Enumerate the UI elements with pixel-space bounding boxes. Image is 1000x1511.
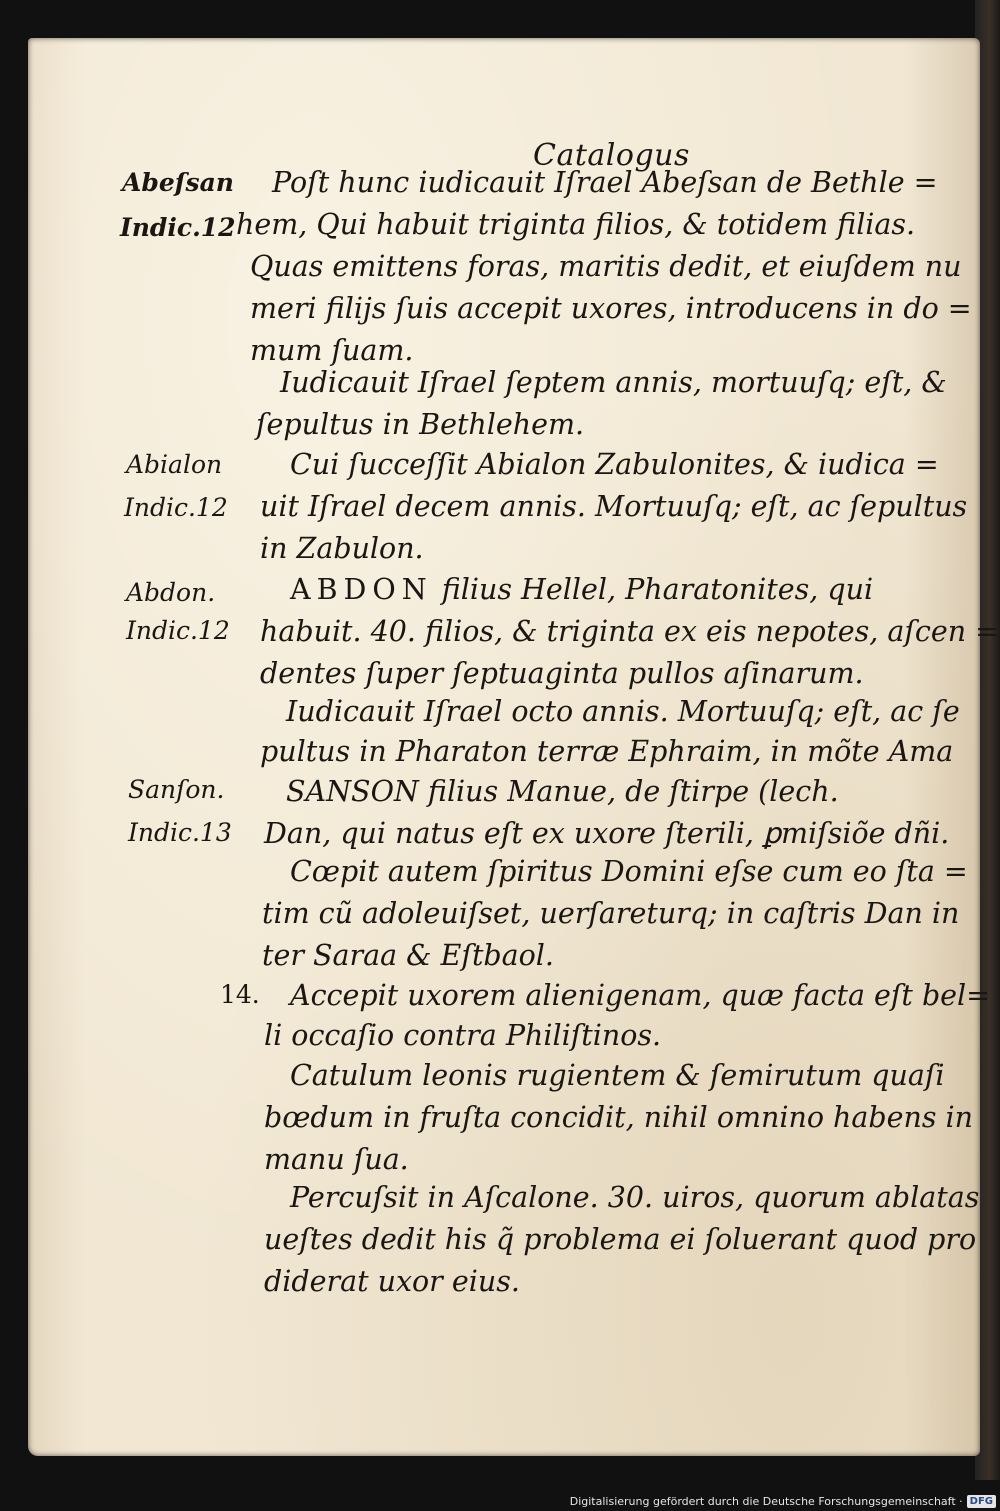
margin-note-abdon: Abdon.: [126, 578, 216, 607]
text-line-rest: filius Hellel, Pharatonites, qui: [441, 573, 874, 606]
text-line: manu ſua.: [264, 1143, 409, 1176]
text-line: ſepultus in Bethlehem.: [256, 408, 585, 441]
caps-name: ABDON: [290, 573, 433, 606]
text-line: bœdum in fruſta concidit, nihil omnino habens in: [264, 1101, 974, 1134]
text-line: hem, Qui habuit triginta filios, & totidem filias.: [236, 208, 916, 241]
margin-note-abessan: Abeſsan: [122, 168, 234, 197]
text-line: ter Saraa & Eſtbaol.: [262, 939, 554, 972]
text-line: Iudicauit Iſrael octo annis. Mortuuſq; eſt, ac ſe: [286, 695, 960, 728]
margin-note-indic: Indic.12: [124, 493, 228, 522]
text-line: tim cũ adoleuiſset, uerſareturq; in caſtris Dan in: [262, 897, 960, 930]
margin-note-indic: Indic.12: [126, 616, 230, 645]
text-line: Iudicauit Iſrael ſeptem annis, mortuuſq; eſt, &: [280, 366, 947, 399]
text-line: habuit. 40. filios, & triginta ex eis nepotes, aſcen =: [260, 615, 1000, 648]
dfg-logo: DFG: [967, 1495, 996, 1508]
text-line: in Zabulon.: [260, 532, 424, 565]
text-line: Dan, qui natus eſt ex uxore ſterili, ꝑmiſsiõe dñi.: [264, 817, 950, 850]
text-line: diderat uxor eius.: [264, 1265, 520, 1298]
text-line: pultus in Pharaton terræ Ephraim, in mõte Ama: [260, 735, 954, 768]
text-line: li occaſio contra Philiſtinos.: [264, 1019, 662, 1052]
margin-note-indic: Indic.13: [128, 818, 232, 847]
text-line: SANSON filius Manue, de ſtirpe (lech.: [286, 775, 839, 808]
text-line: Cœpit autem ſpiritus Domini eſse cum eo ſta =: [290, 855, 968, 888]
running-header: Catalogus: [533, 138, 690, 173]
margin-note-chapter: 14.: [220, 980, 260, 1009]
text-line: Percuſsit in Aſcalone. 30. uiros, quorum ablatas: [290, 1181, 980, 1214]
digitization-credit: [570, 1495, 996, 1508]
text-line: Cui ſucceſſit Abialon Zabulonites, & iudica =: [290, 448, 939, 481]
text-line: meri filijs ſuis accepit uxores, introducens in do =: [250, 292, 972, 325]
margin-note-abialon: Abialon: [126, 450, 223, 479]
text-line: ueſtes dedit his q̃ problema ei ſoluerant quod pro: [264, 1223, 977, 1256]
credit-text: Digitalisierung gefördert durch die Deutsche Forschungsgemeinschaft ·: [569, 1495, 963, 1508]
text-line-abdon: [290, 570, 873, 610]
text-line: Quas emittens foras, maritis dedit, et eiuſdem nu: [250, 250, 962, 283]
text-line: mum ſuam.: [250, 334, 414, 367]
text-line: Poſt hunc iudicauit Iſrael Abeſsan de Bethle =: [272, 166, 938, 199]
text-line: dentes ſuper ſeptuaginta pullos aſinarum.: [260, 657, 864, 690]
text-line: Accepit uxorem alienigenam, quæ facta eſt bel=: [290, 979, 991, 1012]
text-line: Catulum leonis rugientem & ſemirutum quaſi: [290, 1059, 945, 1092]
book-page: [28, 38, 1000, 1456]
margin-note-indic: Indic.12: [120, 213, 236, 242]
margin-note-sanson: Sanſon.: [128, 775, 225, 804]
text-line: uit Iſrael decem annis. Mortuuſq; eſt, ac ſepultus: [260, 490, 968, 523]
